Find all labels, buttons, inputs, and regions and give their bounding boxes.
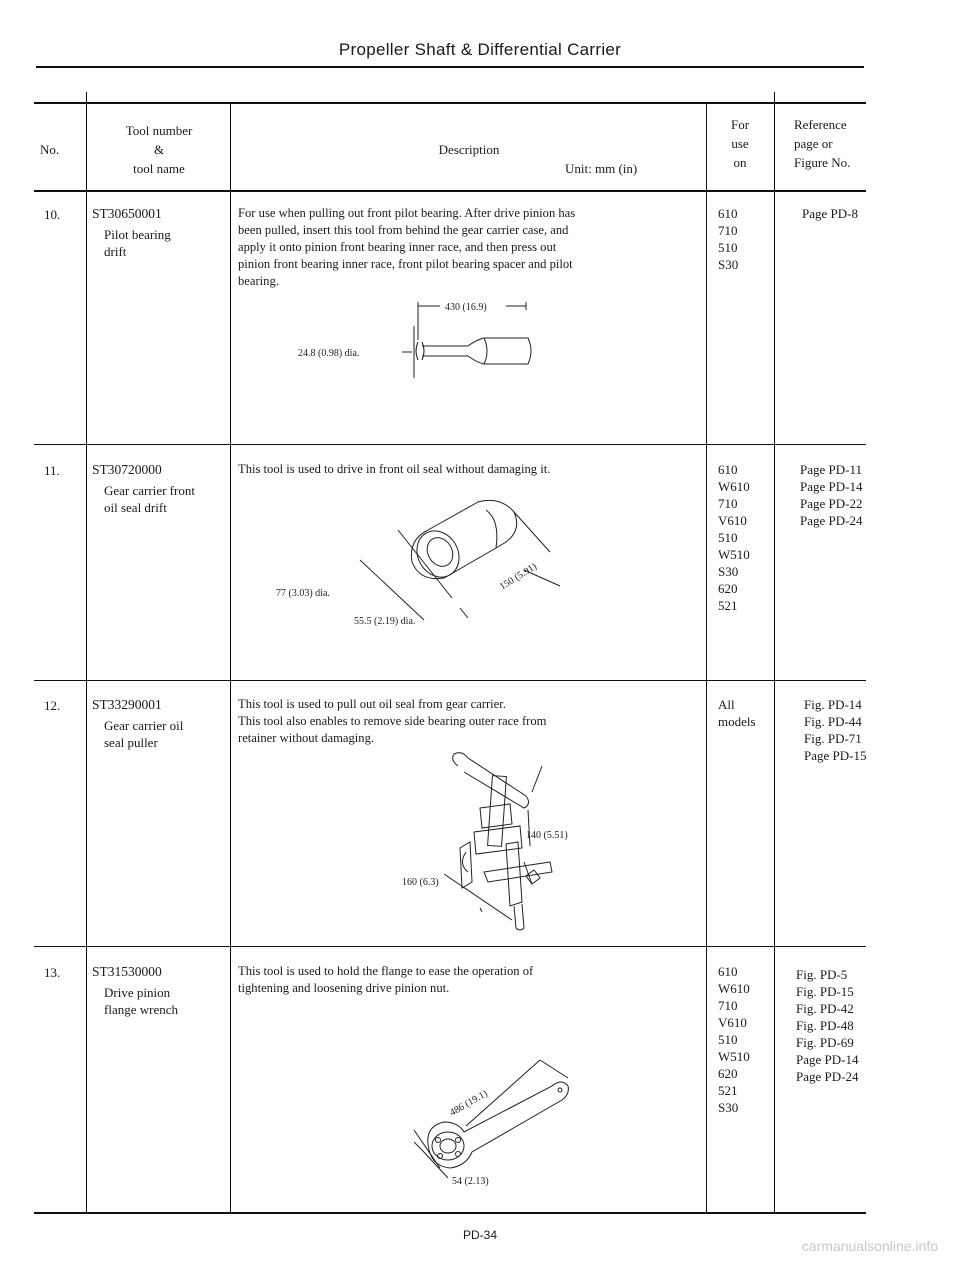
use-on-item: 610 xyxy=(718,206,738,221)
dim-label: 77 (3.03) dia. xyxy=(276,588,330,599)
tool-name xyxy=(104,984,178,1018)
use-on-item: V610 xyxy=(718,1015,747,1030)
tool-name-line: oil seal drift xyxy=(104,500,167,515)
reference-item: Fig. PD-5 xyxy=(796,967,848,982)
dim-label: 24.8 (0.98) dia. xyxy=(298,348,360,359)
use-on-list xyxy=(718,963,750,1116)
header-line: on xyxy=(733,155,747,170)
tool-name-line: Gear carrier front xyxy=(104,483,195,498)
row-divider xyxy=(34,444,866,445)
use-on-item: 710 xyxy=(718,496,738,511)
header-line: use xyxy=(731,136,749,151)
row-divider xyxy=(34,680,866,681)
col-header-description: Description xyxy=(438,142,500,157)
description xyxy=(238,963,702,997)
col-header-tool xyxy=(90,122,228,177)
dim-label: 430 (16.9) xyxy=(445,302,487,313)
col-header-reference xyxy=(794,116,850,171)
reference-item: Fig. PD-71 xyxy=(804,731,862,746)
use-on-list xyxy=(718,205,738,273)
table-bottom-rule xyxy=(34,1212,866,1214)
tool-number: ST30650001 xyxy=(92,206,162,221)
column-divider xyxy=(774,92,775,1214)
use-on-item: W510 xyxy=(718,547,750,562)
use-on-item: All xyxy=(718,697,735,712)
reference-item: Page PD-24 xyxy=(796,1069,859,1084)
dim-label: 486 (19.1) xyxy=(448,1088,490,1119)
tool-name-line: Pilot bearing xyxy=(104,227,171,242)
column-divider xyxy=(86,92,87,1214)
reference-item: Page PD-22 xyxy=(800,496,863,511)
description-line: retainer without damaging. xyxy=(238,731,375,745)
reference-item: Fig. PD-69 xyxy=(796,1035,854,1050)
header-rule xyxy=(36,66,864,68)
description xyxy=(238,696,702,747)
page-number: PD-34 xyxy=(462,1228,497,1242)
column-divider xyxy=(230,102,231,1214)
tool-name-line: drift xyxy=(104,244,127,259)
description-line: bearing. xyxy=(238,274,279,288)
use-on-item: 610 xyxy=(718,964,738,979)
description-line: apply it onto pinion front bearing inner race, and then press out xyxy=(238,240,557,254)
header-line: Tool number xyxy=(125,123,193,138)
header-line: Reference xyxy=(794,117,847,132)
description-line: This tool also enables to remove side bearing outer race from xyxy=(238,714,547,728)
reference-item: Fig. PD-44 xyxy=(804,714,862,729)
use-on-item: 610 xyxy=(718,462,738,477)
watermark: carmanualsonline.info xyxy=(801,1238,938,1254)
tool-number: ST31530000 xyxy=(92,964,162,979)
reference-item: Fig. PD-42 xyxy=(796,1001,854,1016)
description-line: For use when pulling out front pilot bearing. After drive pinion has xyxy=(238,206,576,220)
use-on-item: W510 xyxy=(718,1049,750,1064)
tool-name-line: Drive pinion xyxy=(104,985,171,1000)
use-on-item: 510 xyxy=(718,1032,738,1047)
table-top-rule xyxy=(34,102,866,104)
pilot-bearing-drift-drawing xyxy=(290,296,560,386)
col-header-unit: Unit: mm (in) xyxy=(565,161,638,176)
use-on-item: 521 xyxy=(718,1083,738,1098)
seal-puller-drawing xyxy=(402,752,650,932)
reference-list xyxy=(800,461,862,529)
description-line: been pulled, insert this tool from behind the gear carrier case, and xyxy=(238,223,569,237)
tool-name-line: Gear carrier oil xyxy=(104,718,184,733)
col-header-no: No. xyxy=(40,142,60,157)
reference-item: Page PD-8 xyxy=(802,206,858,221)
page-title: Propeller Shaft & Differential Carrier xyxy=(338,40,622,59)
use-on-item: S30 xyxy=(718,564,739,579)
reference-item: Page PD-15 xyxy=(804,748,867,763)
reference-list xyxy=(796,966,858,1085)
description xyxy=(238,205,702,290)
reference-item: Fig. PD-48 xyxy=(796,1018,854,1033)
header-line: For xyxy=(730,117,750,132)
header-line: Figure No. xyxy=(794,155,851,170)
tool-name xyxy=(104,717,183,751)
dim-label: 140 (5.51) xyxy=(526,830,568,841)
use-on-item: 620 xyxy=(718,1066,738,1081)
header-line: tool name xyxy=(133,161,185,176)
description-line: This tool is used to hold the flange to ease the operation of xyxy=(238,964,534,978)
tool-name xyxy=(104,482,195,516)
reference-item: Page PD-11 xyxy=(800,462,862,477)
reference-item: Fig. PD-15 xyxy=(796,984,854,999)
description xyxy=(238,461,702,478)
use-on-item: 620 xyxy=(718,581,738,596)
use-on-item: W610 xyxy=(718,479,750,494)
col-header-for-use xyxy=(708,116,772,171)
description-line: pinion front bearing inner race, front pilot bearing spacer and pilot xyxy=(238,257,573,271)
dim-label: 160 (6.3) xyxy=(402,877,439,888)
use-on-item: 521 xyxy=(718,598,738,613)
tool-name-line: seal puller xyxy=(104,735,158,750)
row-number: 10. xyxy=(44,207,61,222)
reference-item: Page PD-14 xyxy=(796,1052,859,1067)
reference-list xyxy=(802,205,858,222)
use-on-item: S30 xyxy=(718,1100,739,1115)
description-line: This tool is used to drive in front oil seal without damaging it. xyxy=(238,462,551,476)
row-number: 11. xyxy=(44,463,60,478)
tool-name-line: flange wrench xyxy=(104,1002,178,1017)
use-on-list xyxy=(718,461,750,614)
use-on-list xyxy=(718,696,756,730)
use-on-item: W610 xyxy=(718,981,750,996)
header-line: page or xyxy=(794,136,833,151)
reference-item: Page PD-24 xyxy=(800,513,863,528)
use-on-item: 510 xyxy=(718,530,738,545)
column-divider xyxy=(706,102,707,1214)
reference-item: Page PD-14 xyxy=(800,479,863,494)
use-on-item: 710 xyxy=(718,223,738,238)
tool-number: ST30720000 xyxy=(92,462,162,477)
tool-number: ST33290001 xyxy=(92,697,162,712)
table-header-rule xyxy=(34,190,866,192)
use-on-item: S30 xyxy=(718,257,739,272)
row-divider xyxy=(34,946,866,947)
reference-list xyxy=(804,696,866,764)
oil-seal-drift-drawing xyxy=(276,490,610,640)
tool-name xyxy=(104,226,171,260)
dim-label: 150 (5.91) xyxy=(497,561,539,593)
flange-wrench-drawing xyxy=(400,1050,600,1190)
dim-label: 54 (2.13) xyxy=(452,1176,489,1187)
description-line: tightening and loosening drive pinion nut. xyxy=(238,981,450,995)
use-on-item: 510 xyxy=(718,240,738,255)
description-line: This tool is used to pull out oil seal from gear carrier. xyxy=(238,697,506,711)
use-on-item: models xyxy=(718,714,756,729)
use-on-item: 710 xyxy=(718,998,738,1013)
header-line: & xyxy=(153,142,165,157)
row-number: 12. xyxy=(44,698,61,713)
reference-item: Fig. PD-14 xyxy=(804,697,862,712)
use-on-item: V610 xyxy=(718,513,747,528)
row-number: 13. xyxy=(44,965,61,980)
dim-label: 55.5 (2.19) dia. xyxy=(354,616,416,627)
